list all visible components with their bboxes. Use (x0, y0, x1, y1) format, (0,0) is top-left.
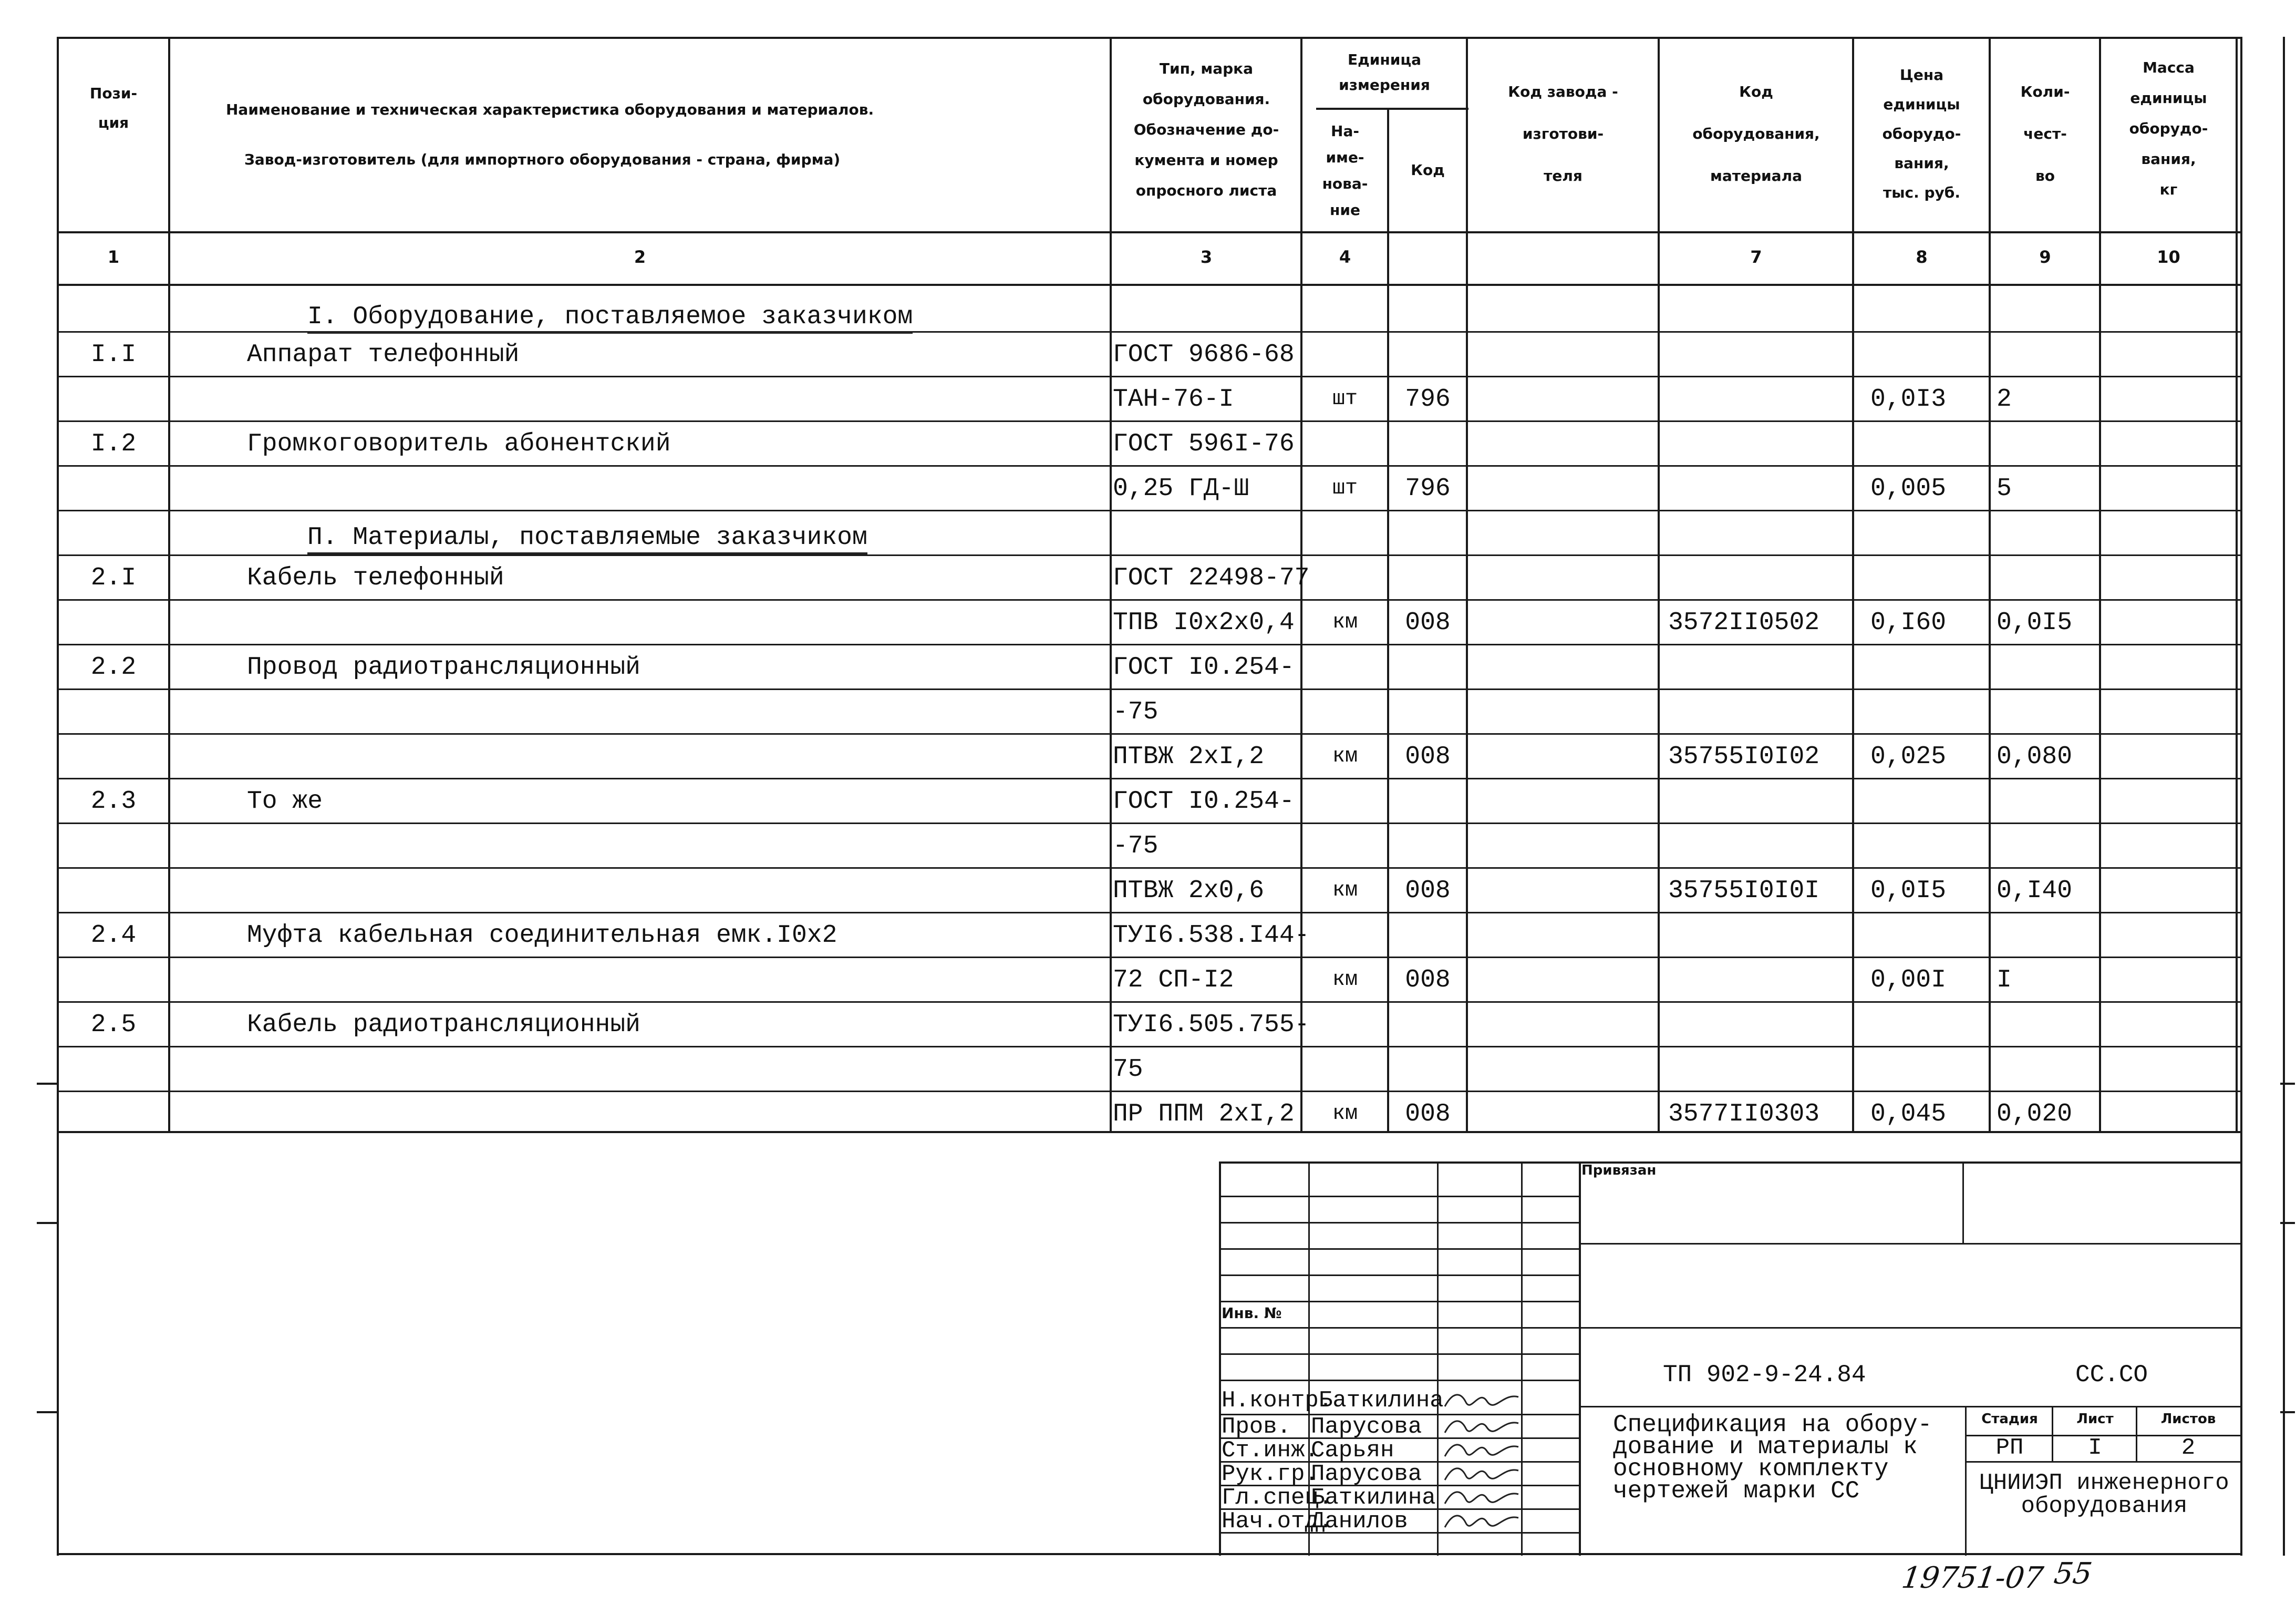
unit-cell: шт (1332, 387, 1358, 411)
col-number: 9 (2039, 247, 2051, 267)
type-cell: 0,25 ГД-Ш (1113, 475, 1249, 503)
position-cell: 2.3 (90, 787, 137, 816)
type-cell: 75 (1113, 1055, 1143, 1084)
price-cell: 0,045 (1870, 1100, 1947, 1128)
staff-name: Данилов (1311, 1508, 1408, 1535)
price-cell: 0,0I3 (1870, 385, 1947, 414)
signature-scribble (1442, 1507, 1521, 1536)
header-position: Пози- ция (89, 85, 138, 131)
quantity-cell: 0,080 (1997, 743, 2073, 771)
sheet-value: I (2088, 1435, 2102, 1461)
unit-cell: км (1332, 611, 1358, 634)
unit-cell: шт (1332, 477, 1358, 500)
organization-name: ЦНИИЭП инженерного оборудования (1979, 1470, 2229, 1519)
unit-code-cell: 008 (1405, 609, 1451, 637)
header-price: Цена единицы оборудо- вания, тыс. руб. (1882, 66, 1961, 201)
unit-cell: км (1332, 879, 1358, 902)
sheets-label: Листов (2160, 1411, 2216, 1427)
material-code-cell: 35755I0I02 (1668, 743, 1820, 771)
type-cell: ТПВ I0x2x0,4 (1113, 609, 1295, 637)
staff-name: Сарьян (1311, 1437, 1394, 1464)
col-number: 3 (1200, 247, 1213, 267)
price-cell: 0,I60 (1870, 609, 1947, 637)
inventory-number-label: Инв. № (1222, 1304, 1282, 1322)
sheet-label: Лист (2076, 1411, 2114, 1427)
unit-cell: км (1332, 1102, 1358, 1126)
staff-role: Рук.гр. (1222, 1461, 1319, 1487)
staff-role: Н.контр. (1222, 1387, 1333, 1414)
unit-code-cell: 796 (1405, 385, 1451, 414)
staff-name: Парусова (1311, 1414, 1422, 1440)
document-code: ТП 902-9-24.84 (1663, 1361, 1866, 1389)
price-cell: 0,00I (1870, 966, 1947, 994)
header-quantity: Коли- чест- во (2020, 83, 2070, 184)
quantity-cell: 5 (1997, 475, 2012, 503)
margin-tick (37, 1083, 58, 1085)
staff-role: Ст.инж. (1222, 1437, 1319, 1464)
stage-value: РП (1995, 1435, 2024, 1461)
type-cell: ТУI6.505.755- (1113, 1011, 1310, 1039)
margin-line (2283, 37, 2285, 1556)
unit-code-cell: 008 (1405, 743, 1451, 771)
col-number: 1 (107, 247, 120, 267)
staff-name: Баткилина (1319, 1387, 1444, 1414)
type-cell: -75 (1113, 832, 1159, 860)
item-name-cell: То же (247, 787, 323, 816)
header-unit-name: На- име- нова- ние (1322, 122, 1368, 219)
type-cell: ГОСТ 596I-76 (1113, 430, 1295, 458)
attached-label: Привязан (1581, 1163, 1657, 1178)
type-cell: -75 (1113, 698, 1159, 726)
header-material-code: Код оборудования, материала (1692, 83, 1820, 184)
item-name-cell: Аппарат телефонный (247, 341, 520, 369)
item-name-cell: Громкоговоритель абонентский (247, 430, 671, 458)
position-cell: 2.5 (90, 1011, 137, 1039)
position-cell: 2.I (90, 564, 137, 592)
price-cell: 0,025 (1870, 743, 1947, 771)
type-cell: ГОСТ 22498-77 (1113, 564, 1310, 592)
item-name-cell: Кабель телефонный (247, 564, 504, 592)
unit-cell: км (1332, 968, 1358, 992)
quantity-cell: 0,0I5 (1997, 609, 2073, 637)
section-heading: I. Оборудование, поставляемое заказчиком (307, 302, 913, 334)
document-description: Спецификация на обору- дование и материалы к основному комплекту чертежей марки СС (1613, 1411, 1932, 1505)
drawing-mark: СС.СО (2075, 1361, 2148, 1389)
margin-tick (37, 1222, 58, 1224)
price-cell: 0,0I5 (1870, 877, 1947, 905)
header-unit-group: Единица измерения (1339, 51, 1430, 94)
signature-scribble (1442, 1386, 1521, 1415)
header-mass: Масса единицы оборудо- вания, кг (2129, 59, 2208, 198)
unit-code-cell: 796 (1405, 475, 1451, 503)
position-cell: 2.2 (90, 653, 137, 682)
item-name-cell: Муфта кабельная соединительная емк.I0x2 (247, 921, 837, 950)
type-cell: ПР ППМ 2xI,2 (1113, 1100, 1295, 1128)
type-cell: ГОСТ I0.254- (1113, 787, 1295, 816)
quantity-cell: 2 (1997, 385, 2012, 414)
staff-name: Баткилина (1311, 1485, 1436, 1511)
archive-stamp: 19751-07 (1899, 1561, 2045, 1595)
staff-name: Парусова (1311, 1461, 1422, 1487)
margin-tick (37, 1411, 58, 1413)
quantity-cell: 0,I40 (1997, 877, 2073, 905)
type-cell: ПТВЖ 2x0,6 (1113, 877, 1265, 905)
material-code-cell: 3577II0303 (1668, 1100, 1820, 1128)
stage-label: Стадия (1981, 1411, 2038, 1427)
position-cell: I.I (90, 341, 137, 369)
staff-role: Гл.спец. (1222, 1485, 1333, 1511)
col-number: 10 (2157, 247, 2180, 267)
unit-cell: км (1332, 745, 1358, 768)
section-heading: П. Материалы, поставляемые заказчиком (307, 523, 867, 554)
item-name-cell: Провод радиотрансляционный (247, 653, 640, 682)
type-cell: ПТВЖ 2xI,2 (1113, 743, 1265, 771)
quantity-cell: I (1997, 966, 2012, 994)
unit-code-cell: 008 (1405, 877, 1451, 905)
staff-role: Пров. (1222, 1414, 1291, 1440)
header-manufacturer: Завод-изготовитель (для импортного оборудования - страна, фирма) (244, 151, 841, 168)
header-type: Тип, марка оборудования. Обозначение до- кумента и номер опросного листа (1133, 60, 1279, 199)
material-code-cell: 3572II0502 (1668, 609, 1820, 637)
position-cell: 2.4 (90, 921, 137, 950)
quantity-cell: 0,020 (1997, 1100, 2073, 1128)
type-cell: ТУI6.538.I44- (1113, 921, 1310, 950)
col-number: 8 (1916, 247, 1928, 267)
page-number: 55 (2052, 1557, 2094, 1591)
type-cell: ГОСТ I0.254- (1113, 653, 1295, 682)
staff-role: Нач.отд. (1222, 1508, 1333, 1535)
type-cell: ГОСТ 9686-68 (1113, 341, 1295, 369)
unit-code-cell: 008 (1405, 966, 1451, 994)
price-cell: 0,005 (1870, 475, 1947, 503)
unit-code-cell: 008 (1405, 1100, 1451, 1128)
position-cell: I.2 (90, 430, 137, 458)
material-code-cell: 35755I0I0I (1668, 877, 1820, 905)
col-number: 4 (1339, 247, 1351, 267)
col-number: 2 (634, 247, 646, 267)
col-number: 7 (1750, 247, 1762, 267)
header-manufacturer-code: Код завода - изготови- теля (1508, 83, 1618, 184)
header-unit-code: Код (1411, 161, 1445, 179)
type-cell: ТАН-76-I (1113, 385, 1234, 414)
header-name: Наименование и техническая характеристика оборудования и материалов. (226, 101, 874, 118)
item-name-cell: Кабель радиотрансляционный (247, 1011, 640, 1039)
sheets-value: 2 (2181, 1435, 2196, 1461)
type-cell: 72 СП-I2 (1113, 966, 1234, 994)
